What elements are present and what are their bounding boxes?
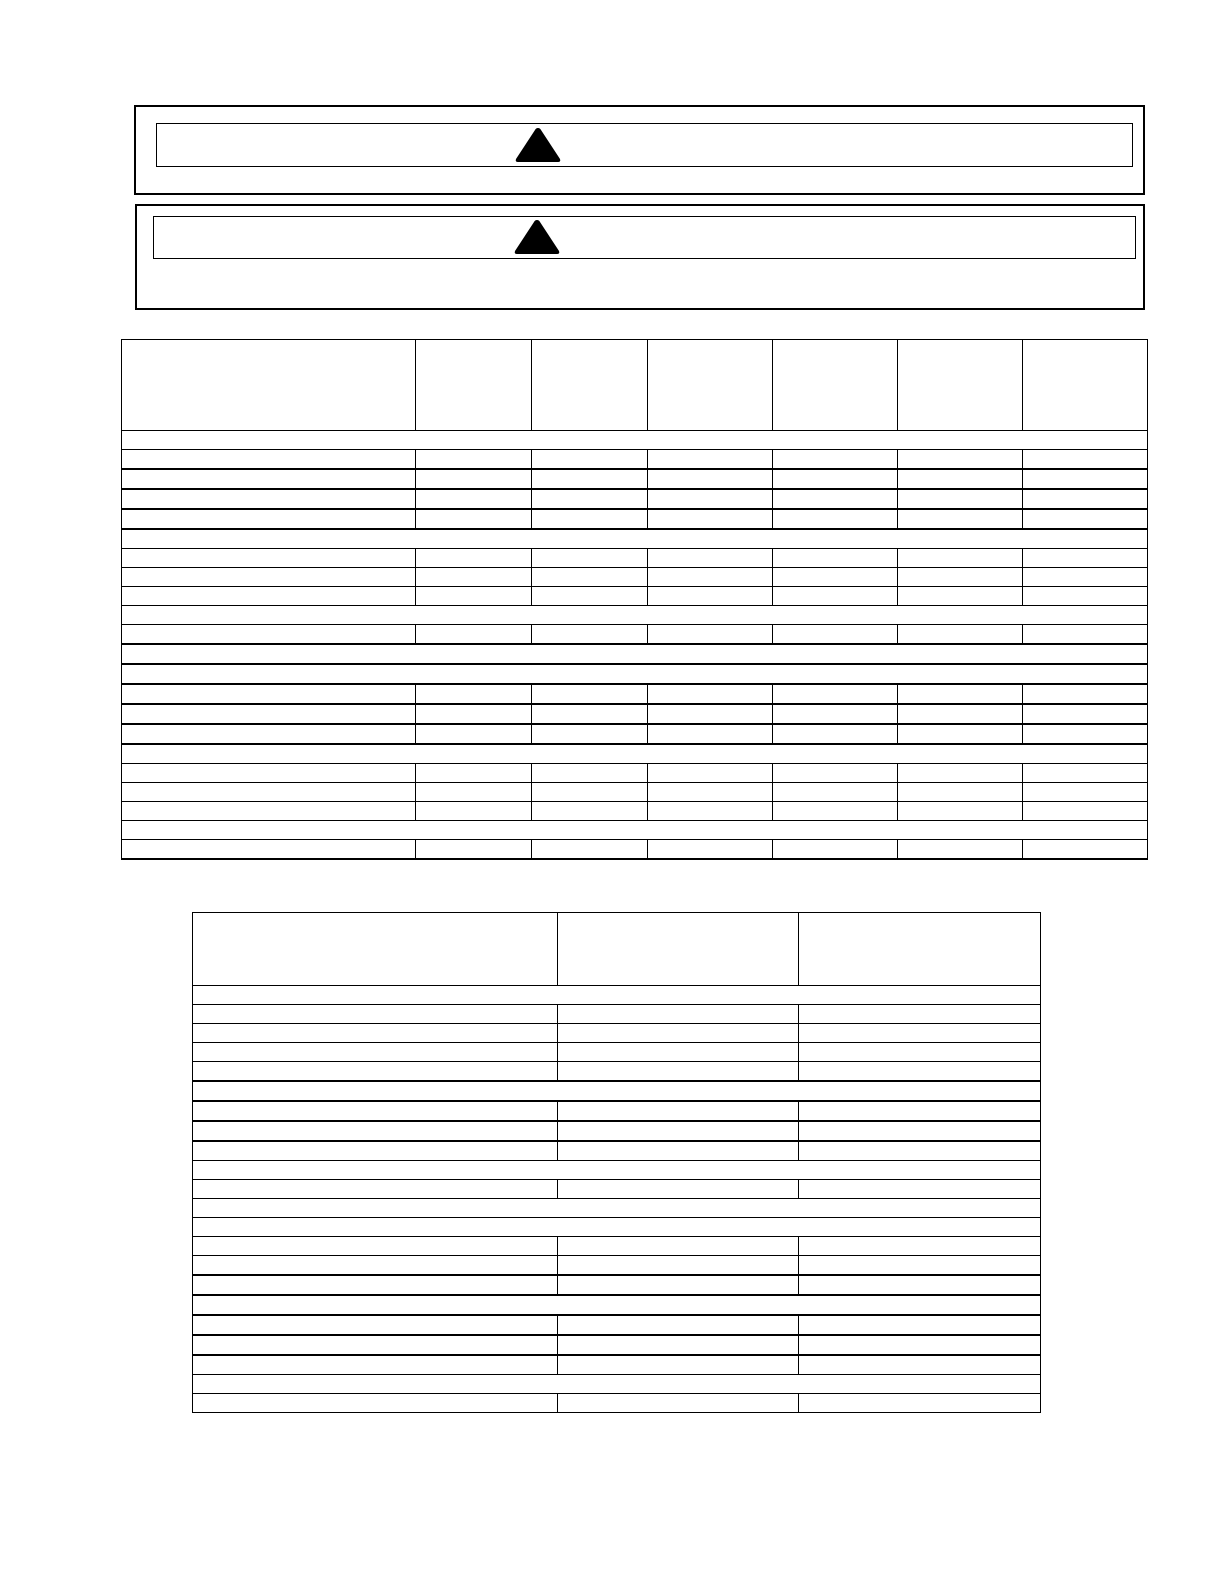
table-row xyxy=(193,1237,1041,1256)
table-row xyxy=(122,469,1148,489)
table-row xyxy=(193,1335,1041,1355)
section-row xyxy=(193,986,1041,1005)
section-row xyxy=(193,1081,1041,1101)
table-row xyxy=(122,450,1148,470)
section-row xyxy=(122,744,1148,764)
column-header xyxy=(799,913,1041,986)
table-row xyxy=(122,568,1148,587)
table-row xyxy=(193,1043,1041,1062)
section-row xyxy=(122,664,1148,684)
column-header xyxy=(532,340,648,431)
column-header xyxy=(193,913,558,986)
table-row xyxy=(122,764,1148,783)
section-row xyxy=(193,1199,1041,1218)
table-row xyxy=(193,1275,1041,1295)
section-cell xyxy=(122,431,1148,450)
section-row xyxy=(122,431,1148,450)
table-row xyxy=(193,1005,1041,1024)
section-cell xyxy=(193,1161,1041,1180)
table-row xyxy=(193,1141,1041,1161)
column-header xyxy=(416,340,532,431)
warning-triangle-icon xyxy=(513,218,561,256)
table-row xyxy=(193,1101,1041,1121)
table-row xyxy=(122,509,1148,529)
section-cell xyxy=(122,821,1148,840)
table-row xyxy=(122,783,1148,802)
table-row xyxy=(122,587,1148,606)
section-cell xyxy=(193,986,1041,1005)
section-cell xyxy=(193,1375,1041,1394)
section-row xyxy=(122,606,1148,625)
table-row xyxy=(193,1315,1041,1335)
section-row xyxy=(193,1161,1041,1180)
table-row xyxy=(122,625,1148,645)
section-cell xyxy=(122,744,1148,764)
warning-header-1 xyxy=(156,123,1133,167)
table-row xyxy=(193,1355,1041,1375)
section-row xyxy=(122,644,1148,664)
section-cell xyxy=(122,606,1148,625)
column-header xyxy=(898,340,1023,431)
table-row xyxy=(193,1256,1041,1276)
table-row xyxy=(193,1180,1041,1199)
table-row xyxy=(122,840,1148,860)
section-cell xyxy=(193,1081,1041,1101)
section-cell xyxy=(193,1199,1041,1218)
table-row xyxy=(122,489,1148,509)
column-header xyxy=(558,913,799,986)
table-row xyxy=(193,1394,1041,1413)
section-cell xyxy=(193,1295,1041,1315)
specifications-table-2 xyxy=(192,912,1041,1413)
table-header-row xyxy=(193,913,1041,986)
specifications-table xyxy=(121,339,1148,860)
section-cell xyxy=(193,1218,1041,1237)
section-row xyxy=(193,1218,1041,1237)
table-header-row xyxy=(122,340,1148,431)
table-row xyxy=(122,684,1148,704)
section-cell xyxy=(122,664,1148,684)
table-row xyxy=(122,724,1148,744)
column-header xyxy=(648,340,773,431)
section-cell xyxy=(122,529,1148,549)
table-row xyxy=(193,1024,1041,1043)
warning-box-2 xyxy=(135,204,1145,310)
section-row xyxy=(122,821,1148,840)
section-row xyxy=(122,529,1148,549)
table-row xyxy=(122,704,1148,724)
table-row xyxy=(122,802,1148,821)
table-row xyxy=(122,549,1148,568)
section-row xyxy=(193,1295,1041,1315)
warning-header-2 xyxy=(153,216,1136,259)
warning-box-1 xyxy=(134,105,1145,195)
column-header xyxy=(1023,340,1148,431)
section-cell xyxy=(122,644,1148,664)
section-row xyxy=(193,1375,1041,1394)
warning-triangle-icon xyxy=(514,126,562,164)
column-header xyxy=(773,340,898,431)
table-row xyxy=(193,1062,1041,1082)
table-row xyxy=(193,1121,1041,1141)
column-header xyxy=(122,340,416,431)
